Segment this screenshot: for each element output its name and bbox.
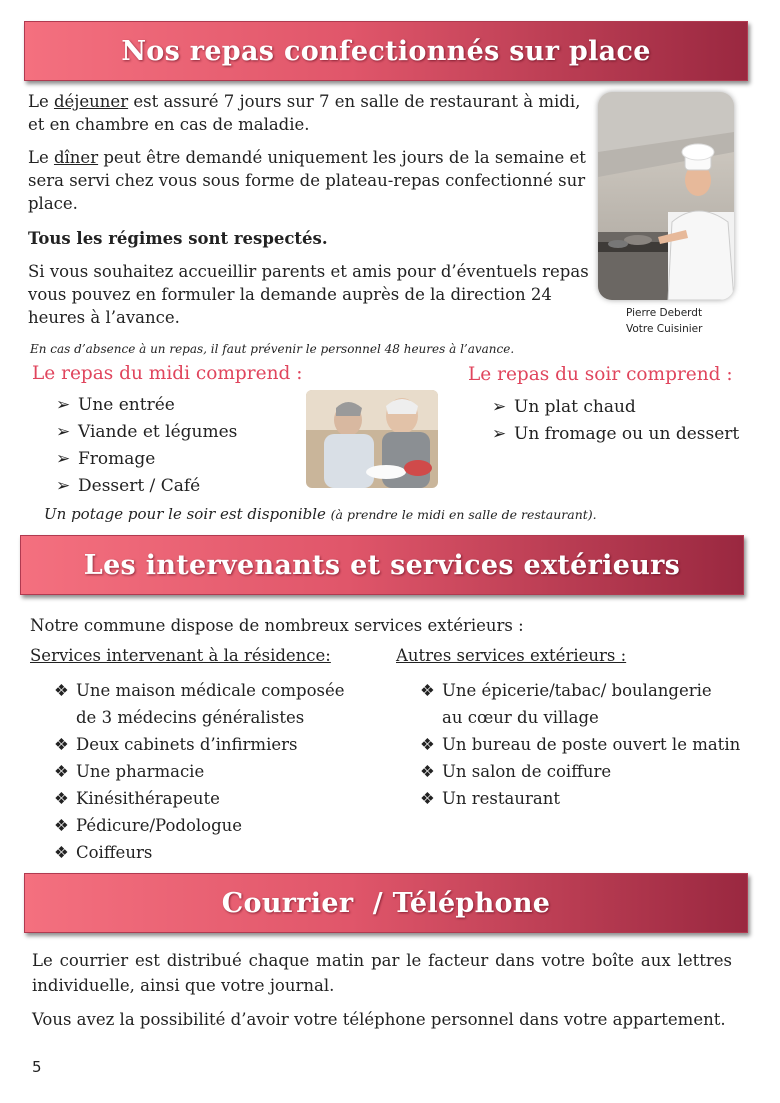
text: Le [28, 92, 54, 111]
item-text: Une maison médicale composée [76, 681, 345, 700]
section-title: Courrier / Téléphone [221, 887, 551, 919]
item-text: Deux cabinets d’infirmiers [76, 735, 298, 754]
list-item [56, 446, 237, 473]
list-item [420, 785, 740, 812]
list-item [54, 785, 345, 812]
item-text: Fromage [78, 449, 156, 469]
item-text: Coiffeurs [76, 843, 153, 862]
item-text: Viande et légumes [78, 422, 238, 442]
diamond-bullet-icon: ❖ [420, 789, 435, 808]
diamond-bullet-icon: ❖ [54, 762, 69, 781]
arrow-bullet-icon: ➢ [56, 422, 71, 442]
list-item [56, 473, 237, 500]
text: est assuré 7 jours sur 7 en salle de restaurant à midi, et en chambre en cas de maladie. [28, 92, 581, 134]
paragraph-diner [28, 146, 590, 215]
diamond-bullet-icon: ❖ [54, 843, 69, 862]
left-column-heading: Services intervenant à la résidence: [30, 646, 331, 665]
diamond-bullet-icon: ❖ [420, 681, 435, 700]
arrow-bullet-icon: ➢ [56, 395, 71, 415]
item-text: Un bureau de poste ouvert le matin [442, 735, 741, 754]
arrow-bullet-icon: ➢ [492, 397, 507, 417]
list-item [492, 421, 739, 448]
section-banner-services [20, 535, 744, 595]
soir-heading: Le repas du soir comprend : [468, 364, 733, 385]
paragraph-courrier: Le courrier est distribué chaque matin par le facteur dans votre boîte aux lettres individuelle, ainsi que votre journal. [32, 951, 732, 995]
paragraph-regimes: Tous les régimes sont respectés. [28, 229, 328, 248]
arrow-bullet-icon: ➢ [492, 424, 507, 444]
list-item [420, 731, 740, 758]
keyword-dejeuner: déjeuner [53, 92, 129, 111]
arrow-bullet-icon: ➢ [56, 449, 71, 469]
resident-services-list [54, 677, 345, 866]
page-number: 5 [32, 1058, 42, 1076]
list-item [54, 731, 345, 758]
potage-note [44, 505, 597, 523]
list-item [492, 394, 739, 421]
photo-caption [626, 305, 702, 337]
keyword-diner: dîner [53, 148, 99, 167]
absence-note: En cas d’absence à un repas, il faut prévenir le personnel 48 heures à l’avance. [30, 342, 515, 356]
paragraph-dejeuner [28, 90, 590, 136]
item-text: Un salon de coiffure [442, 762, 612, 781]
list-item-continued [420, 704, 740, 731]
diamond-bullet-icon: ❖ [54, 681, 69, 700]
item-text: Kinésithérapeute [76, 789, 220, 808]
section-banner-meals [24, 21, 748, 81]
item-text: Un plat chaud [514, 397, 636, 417]
arrow-bullet-icon: ➢ [56, 476, 71, 496]
diamond-bullet-icon: ❖ [420, 735, 435, 754]
list-item [420, 758, 740, 785]
section-title: Nos repas confectionnés sur place [121, 35, 651, 67]
section-title: Les intervenants et services extérieurs [83, 549, 681, 581]
item-text: de 3 médecins généralistes [76, 708, 305, 727]
midi-list [56, 392, 237, 500]
item-text: Une pharmacie [76, 762, 205, 781]
item-text: Pédicure/Podologue [76, 816, 243, 835]
item-text: Dessert / Café [78, 476, 201, 496]
list-item [54, 812, 345, 839]
diamond-bullet-icon: ❖ [54, 789, 69, 808]
right-column-heading: Autres services extérieurs : [396, 646, 627, 665]
item-text: au cœur du village [442, 708, 599, 727]
potage-detail: (à prendre le midi en salle de restaurant). [330, 507, 597, 522]
list-item [54, 758, 345, 785]
dining-photo [306, 390, 438, 488]
item-text: Une épicerie/tabac/ boulangerie [442, 681, 712, 700]
paragraph-telephone: Vous avez la possibilité d’avoir votre téléphone personnel dans votre appartement. [32, 1010, 726, 1029]
item-text: Une entrée [78, 395, 175, 415]
list-item [54, 839, 345, 866]
caption-role: Votre Cuisinier [626, 323, 703, 335]
text: peut être demandé uniquement les jours de la semaine et sera servi chez vous sous forme de plateau-repas confectionné sur place. [28, 148, 586, 213]
list-item [56, 392, 237, 419]
paragraph-invitations: Si vous souhaitez accueillir parents et amis pour d’éventuels repas vous pouvez en formuler la demande auprès de la direction 24 heures à l’avance. [28, 262, 589, 327]
list-item [420, 677, 740, 704]
list-item-continued [54, 704, 345, 731]
external-services-list [420, 677, 740, 812]
diamond-bullet-icon: ❖ [420, 762, 435, 781]
chef-photo [598, 92, 734, 300]
text: Le [28, 148, 54, 167]
section-banner-mail-phone [24, 873, 748, 933]
item-text: Un fromage ou un dessert [514, 424, 740, 444]
soir-list [492, 394, 739, 448]
list-item [56, 419, 237, 446]
diamond-bullet-icon: ❖ [54, 816, 69, 835]
list-item [54, 677, 345, 704]
diamond-bullet-icon: ❖ [54, 735, 69, 754]
item-text: Un restaurant [442, 789, 560, 808]
potage-text: Un potage pour le soir est disponible [44, 505, 331, 523]
midi-heading: Le repas du midi comprend : [32, 363, 303, 384]
caption-name: Pierre Deberdt [626, 307, 703, 319]
services-intro: Notre commune dispose de nombreux services extérieurs : [30, 616, 524, 635]
